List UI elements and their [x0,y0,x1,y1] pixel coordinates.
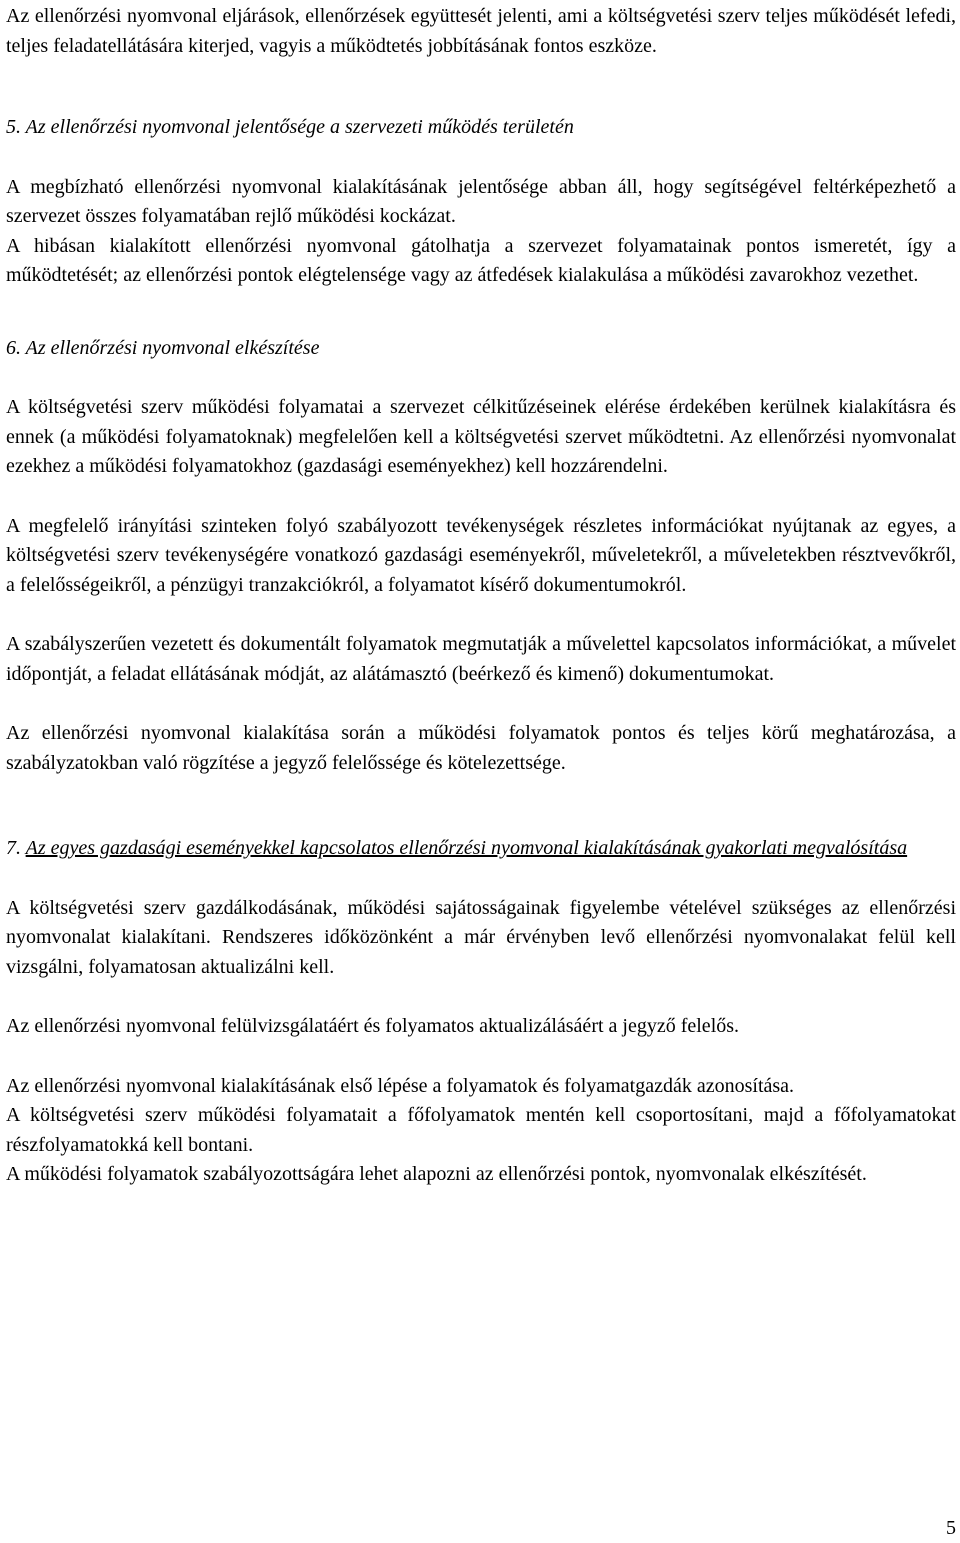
intro-paragraph: Az ellenőrzési nyomvonal eljárások, ellenőrzések együttesét jelenti, ami a költségvetési szerv teljes működését lefedi, teljes feladatellátására kiterjed, vagyis a működtetés jobbításának fontos eszköze. [6,5,956,57]
section-6-paragraph-3: A szabályszerűen vezetett és dokumentált folyamatok megmutatják a művelettel kapcsolatos információkat, a művelet időpontját, a feladat ellátásának módját, az alátámasztó (beérkező és kimenő) dokumentumokat. [6,633,956,685]
section-7-paragraph-4: A költségvetési szerv működési folyamatait a főfolyamatok mentén kell csoportosítani, majd a főfolyamatokat részfolyamatokká kell bontani. [6,1104,956,1156]
section-7-paragraph-3: Az ellenőrzési nyomvonal kialakításának első lépése a folyamatok és folyamatgazdák azonosítása. [6,1074,795,1097]
section-7-number: 7. [6,837,21,859]
section-7-paragraph-1: A költségvetési szerv gazdálkodásának, működési sajátosságainak figyelembe vételével szükséges az ellenőrzési nyomvonalat kialakítani. Rendszeres időközönként a már érvényben levő ellenőrzési nyomvonalakat felül kell vizsgálni, folyamatosan aktualizálni kell. [6,896,956,978]
section-7-paragraph-2: Az ellenőrzési nyomvonal felülvizsgálatáért és folyamatos aktualizálásáért a jegyző felelős. [6,1015,740,1037]
section-7-title: Az egyes gazdasági eseményekkel kapcsolatos ellenőrzési nyomvonal kialakításának gyakorlati megvalósítása [25,837,908,859]
section-7-heading [6,834,956,864]
section-5-paragraph-1: A megbízható ellenőrzési nyomvonal kialakításának jelentősége abban áll, hogy segítségével feltérképezhető a szervezet összes folyamatában rejlő működési kockázat. [6,175,956,227]
section-6-paragraph-1: A költségvetési szerv működési folyamatai a szervezet célkitűzéseinek elérése érdekében kerülnek kialakításra és ennek (a működési folyamatoknak) megfelelően kell a költségvetési szervet működtetni. Az ellenőrzési nyomvonalat ezekhez a működési folyamatokhoz (gazdasági eseményekhez) kell hozzárendelni. [6,396,956,477]
section-5-number: 5. [6,116,21,138]
section-7-paragraph-5: A működési folyamatok szabályozottságára lehet alapozni az ellenőrzési pontok, nyomvonalak elkészítését. [6,1163,867,1185]
section-6-number: 6. [6,336,21,359]
section-6-paragraph-2: A megfelelő irányítási szinteken folyó szabályozott tevékenységek részletes információkat nyújtanak az egyes, a költségvetési szerv tevékenységére vonatkozó gazdasági eseményekről, műveletekről, a műveletekben résztvevőkről, a felelősségeikről, a pénzügyi tranzakciókról, a folyamatot kísérő dokumentumokról. [6,514,956,596]
section-5-heading [6,113,956,143]
document-page [6,0,956,1190]
section-6-heading [6,334,956,364]
section-5-paragraph-2: A hibásan kialakított ellenőrzési nyomvonal gátolhatja a szervezet folyamatainak pontos ismeretét, így a működtetését; az ellenőrzési pontok elégtelensége vagy az átfedések kialakulása a működési zavarokhoz vezethet. [6,234,956,286]
section-6-title: Az ellenőrzési nyomvonal elkészítése [25,336,320,359]
section-6-paragraph-4: Az ellenőrzési nyomvonal kialakítása során a működési folyamatok pontos és teljes körű meghatározása, a szabályzatokban való rögzítése a jegyző felelőssége és kötelezettsége. [6,722,956,774]
page-number: 5 [946,1517,956,1539]
section-5-title: Az ellenőrzési nyomvonal jelentősége a szervezeti működés területén [25,116,574,138]
